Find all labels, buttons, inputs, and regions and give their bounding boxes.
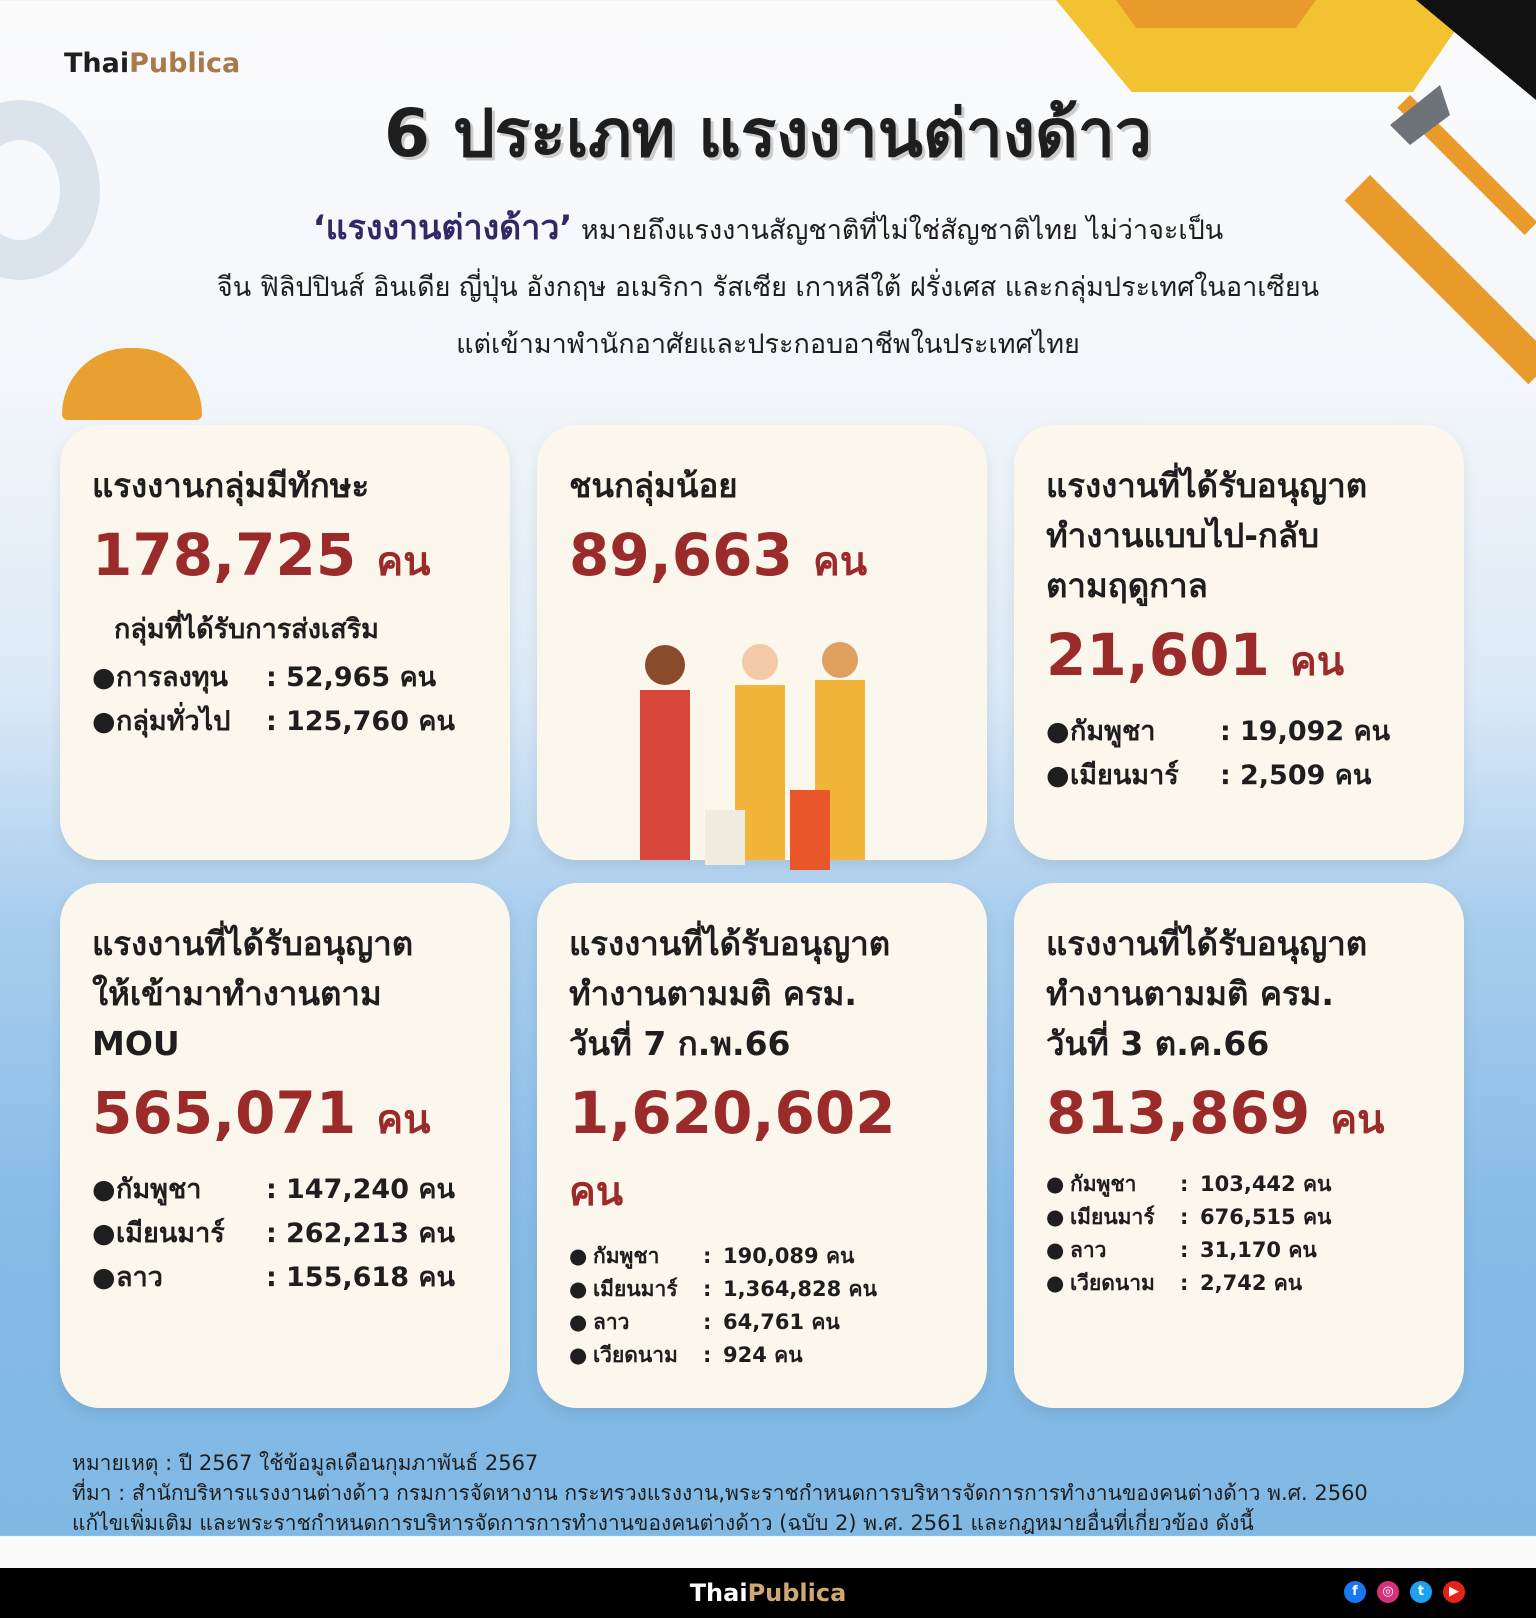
breakdown-row: ● กัมพูชา : 147,240 คน [92,1168,478,1212]
category-card [60,883,510,1408]
bullet-icon: ● [569,1277,588,1301]
footnote: หมายเหตุ : ปี 2567 ใช้ข้อมูลเดือนกุมภาพันธ์ 2567 ที่มา : สำนักบริหารแรงงานต่างด้าว กรมการจัดหางาน กระทรวงแรงงาน,พระราชกำหนดการบริหารจัดการการทำงานของคนต่างด้าว พ.ศ. 2560 แก้ไขเพิ่มเติม และพระราชกำหนดการบริหารจัดการการทำงานของคนต่างด้าว (ฉบับ 2) พ.ศ. 2561 และกฎหมายอื่นที่เกี่ยวข้อง ดังนี้ [72,1451,1368,1535]
youtube-icon[interactable]: ▶ [1443,1581,1465,1603]
breakdown-row: ● กัมพูชา : 103,442 คน [1046,1168,1432,1201]
card-number: 178,725 คน [92,521,431,589]
breakdown-row: ● การลงทุน : 52,965 คน [92,656,478,700]
intro-line-2: จีน ฟิลิปปินส์ อินเดีย ญี่ปุ่น อังกฤษ อเมริกา รัสเซีย เกาหลีใต้ ฝรั่งเศส และกลุ่มประเทศในอาเซียน [216,272,1320,303]
breakdown-row: ● เมียนมาร์ : 1,364,828 คน [569,1273,955,1306]
breakdown-row: ● ลาว : 31,170 คน [1046,1234,1432,1267]
decorative-orange-shape [1116,0,1316,28]
bullet-icon: ● [569,1310,588,1334]
card-number: 89,663 คน [569,521,868,589]
instagram-icon[interactable]: ◎ [1377,1581,1399,1603]
card-title: แรงงานกลุ่มมีทักษะ [92,466,370,505]
bullet-icon: ● [1046,760,1070,791]
content-flow [0,425,1536,1618]
bullet-icon: ● [92,1218,116,1249]
bullet-icon: ● [1046,1205,1065,1229]
category-card [60,425,510,860]
breakdown-row: ● เมียนมาร์ : 676,515 คน [1046,1201,1432,1234]
breakdown-row: ● ลาว : 155,618 คน [92,1256,478,1300]
card-title: ชนกลุ่มน้อย [569,466,738,505]
card-title: แรงงานที่ได้รับอนุญาต ทำงานตามมติ ครม. วันที่ 7 ก.พ.66 [569,924,891,1063]
card-title: แรงงานที่ได้รับอนุญาต ให้เข้ามาทำงานตาม MOU [92,924,414,1063]
breakdown-row: ● เวียดนาม : 924 คน [569,1339,955,1372]
card-subtitle: กลุ่มที่ได้รับการส่งเสริม [114,614,379,645]
breakdown-row: ● กัมพูชา : 19,092 คน [1046,710,1432,754]
thaipublica-logo: ThaiPublica [64,48,241,79]
card-number: 565,071 คน [92,1079,431,1147]
bullet-icon: ● [92,1262,116,1293]
intro-line-3: แต่เข้ามาพำนักอาศัยและประกอบอาชีพในประเทศไทย [456,329,1080,360]
bullet-icon: ● [569,1343,588,1367]
intro-text: ‘แรงงานต่างด้าว’ หมายถึงแรงงานสัญชาติที่ไม่ใช่สัญชาติไทย ไม่ว่าจะเป็น จีน ฟิลิปปินส์ อินเดีย ญี่ปุ่น อังกฤษ อเมริกา รัสเซีย เกาหลีใต้ ฝรั่งเศส และกลุ่มประเทศในอาเซียน แต่เข้ามาพำนักอาศัยและประกอบอาชีพในประเทศไทย [0,200,1536,373]
facebook-icon[interactable]: f [1344,1581,1366,1603]
cards-grid [60,425,1464,1408]
category-card [537,425,987,860]
category-card [537,883,987,1408]
breakdown-row: ● เมียนมาร์ : 2,509 คน [1046,754,1432,798]
bullet-icon: ● [92,662,116,693]
bullet-icon: ● [1046,1238,1065,1262]
intro-highlight: ‘แรงงานต่างด้าว’ [312,208,573,248]
page-title: 6 ประเภท แรงงานต่างด้าว [384,95,1152,172]
bullet-icon: ● [92,706,116,737]
footer-logo: ThaiPublica [689,1579,847,1607]
footer-bar [0,1568,1536,1618]
bullet-icon: ● [92,1174,116,1205]
breakdown-row: ● เวียดนาม : 2,742 คน [1046,1267,1432,1300]
card-number: 813,869 คน [1046,1079,1385,1147]
category-card [1014,883,1464,1408]
breakdown-row: ● ลาว : 64,761 คน [569,1306,955,1339]
category-card [1014,425,1464,860]
card-title: แรงงานที่ได้รับอนุญาต ทำงานแบบไป-กลับ ตามฤดูกาล [1046,466,1368,605]
workers-illustration [610,640,910,875]
bullet-icon: ● [1046,1172,1065,1196]
breakdown-row: ● กัมพูชา : 190,089 คน [569,1240,955,1273]
card-number: 21,601 คน [1046,621,1345,689]
twitter-icon[interactable]: t [1410,1581,1432,1603]
breakdown-row: ● เมียนมาร์ : 262,213 คน [92,1212,478,1256]
card-title: แรงงานที่ได้รับอนุญาต ทำงานตามมติ ครม. วันที่ 3 ต.ค.66 [1046,924,1368,1063]
breakdown-row: ● กลุ่มทั่วไป : 125,760 คน [92,700,478,744]
bullet-icon: ● [1046,716,1070,747]
card-number: 1,620,602 คน [569,1079,896,1215]
bullet-icon: ● [1046,1271,1065,1295]
bullet-icon: ● [569,1244,588,1268]
